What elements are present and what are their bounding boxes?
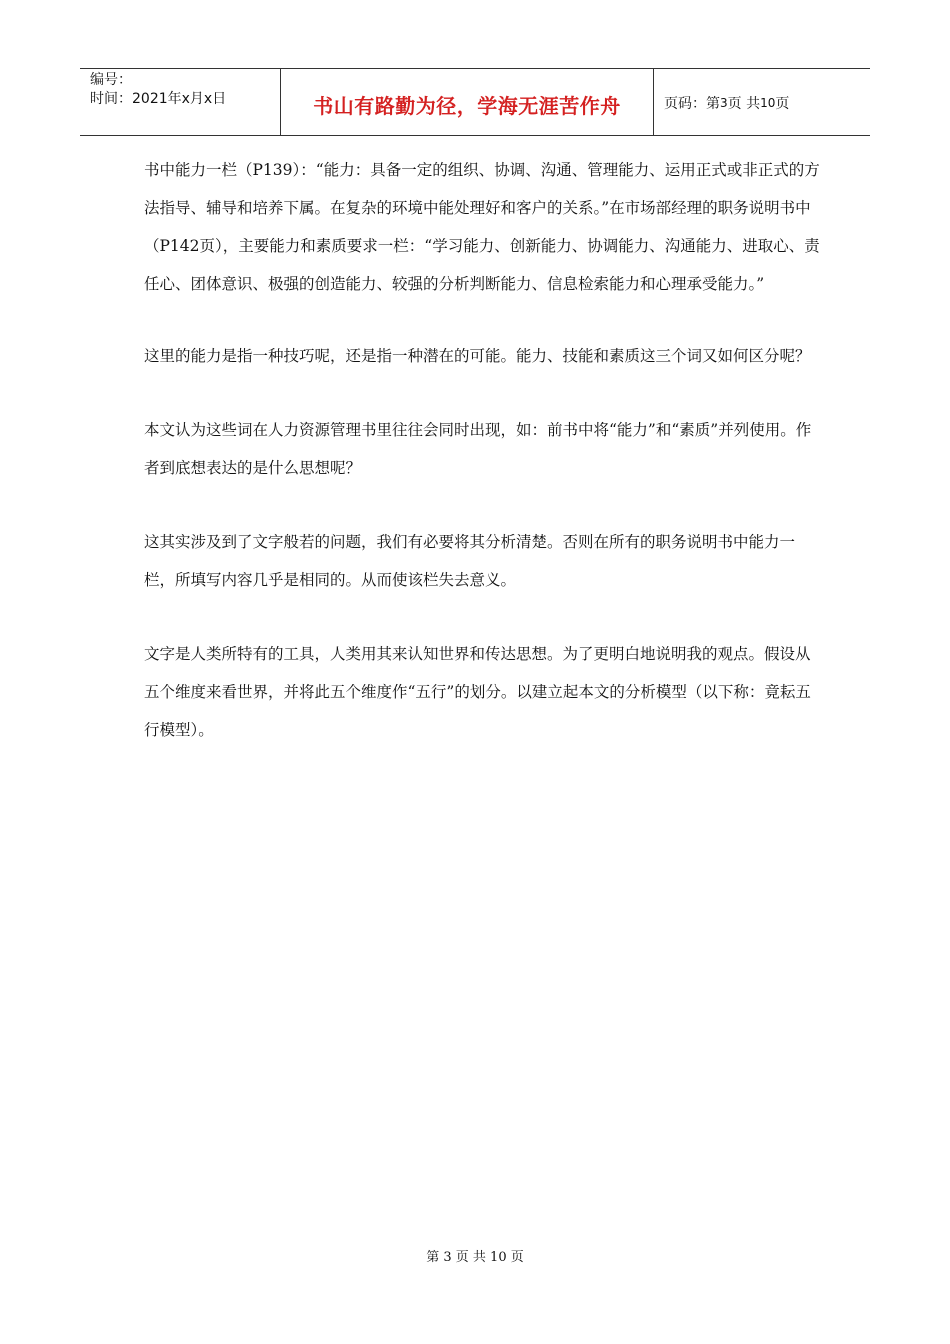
serial-label: 编号： bbox=[90, 72, 132, 88]
page-end: 页 bbox=[775, 96, 790, 112]
page-label: 页码： bbox=[664, 96, 706, 112]
document-body bbox=[144, 151, 824, 785]
header-page-cell bbox=[654, 69, 870, 135]
time-label: 时间： bbox=[90, 91, 132, 107]
page-mid: 页 共 bbox=[727, 96, 761, 112]
paragraph-5: 文字是人类所特有的工具，人类用其来认知世界和传达思想。为了更明白地说明我的观点。假设从五个维度来看世界，并将此五个维度作“五行”的划分。以建立起本文的分析模型（以下称：竟耘五行模型）。 bbox=[144, 645, 811, 739]
page-footer: 第 3 页 共 10 页 bbox=[426, 1250, 524, 1265]
paragraph-3: 本文认为这些词在人力资源管理书里往往会同时出现，如：前书中将“能力”和“素质”并列使用。作者到底想表达的是什么思想呢？ bbox=[144, 421, 812, 477]
paragraph-2: 这里的能力是指一种技巧呢，还是指一种潜在的可能。能力、技能和素质这三个词又如何区分呢？ bbox=[144, 347, 811, 365]
paragraph-4: 这其实涉及到了文字般若的问题，我们有必要将其分析清楚。否则在所有的职务说明书中能力一栏，所填写内容几乎是相同的。从而使该栏失去意义。 bbox=[144, 533, 796, 589]
paragraph-1: 书中能力一栏（P139）：“能力：具备一定的组织、协调、沟通、管理能力、运用正式或非正式的方法指导、辅导和培养下属。在复杂的环境中能处理好和客户的关系。”在市场部经理的职务说明书中（P142页），主要能力和素质要求一栏：“学习能力、创新能力、协调能力、沟通能力、进取心、责任心、团体意识、极强的创造能力、较强的分析判断能力、信息检索能力和心理承受能力。” bbox=[144, 161, 820, 293]
page-header bbox=[80, 68, 870, 136]
page-total: 10 bbox=[760, 96, 776, 110]
page-number: 3 bbox=[720, 96, 728, 110]
header-info-cell bbox=[80, 69, 281, 135]
motto-text: 书山有路勤为径，学海无涯苦作舟 bbox=[313, 93, 621, 118]
page-pre: 第 bbox=[706, 96, 720, 112]
time-line bbox=[90, 90, 280, 109]
time-value: 2021年x月x日 bbox=[132, 91, 227, 107]
header-motto-cell bbox=[281, 69, 654, 135]
